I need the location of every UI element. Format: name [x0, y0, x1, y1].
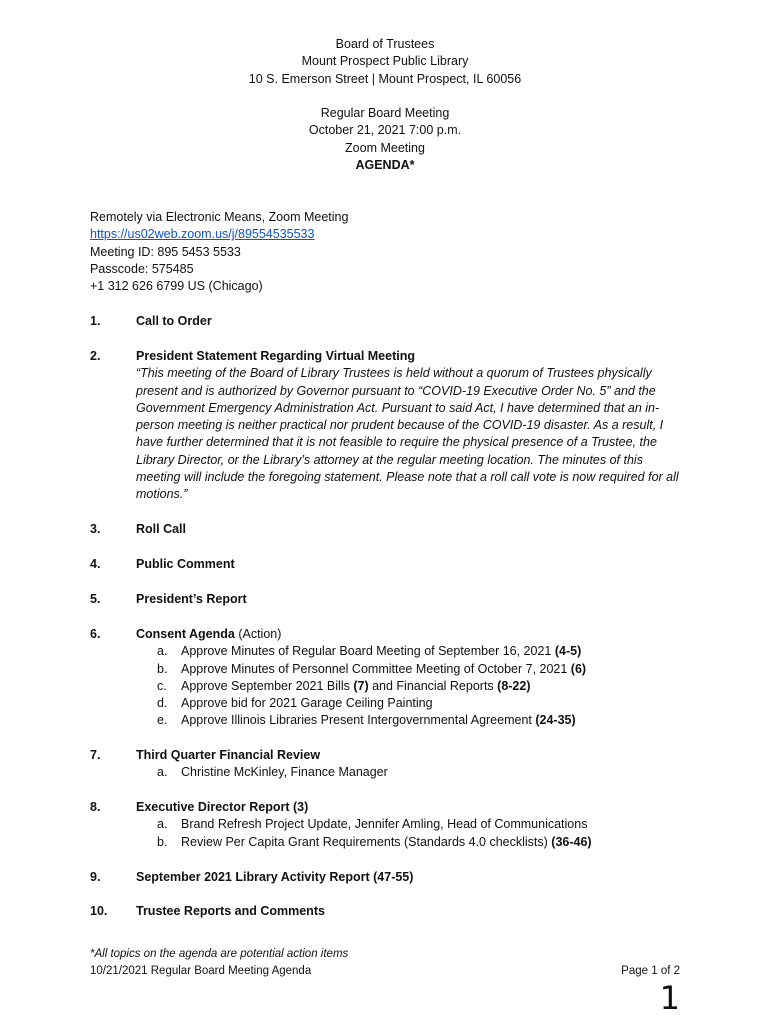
page-ref: (7) [353, 678, 369, 693]
agenda-title: AGENDA* [355, 157, 415, 172]
zoom-link[interactable]: https://us02web.zoom.us/j/89554535533 [90, 227, 315, 242]
item-title: Executive Director Report (3) [136, 800, 309, 814]
footer-document-title: 10/21/2021 Regular Board Meeting Agenda [90, 965, 312, 977]
item-title: Public Comment [136, 557, 235, 571]
item-title: September 2021 Library Activity Report (47-55) [136, 870, 414, 884]
document-header [0, 36, 770, 88]
sub-item-6d [136, 695, 686, 712]
sub-text: Review Per Capita Grant Requirements (Standards 4.0 checklists) [181, 834, 552, 849]
sub-letter: c. [157, 678, 167, 693]
sub-text: Brand Refresh Project Update, Jennifer Amling, Head of Communications [181, 817, 588, 832]
page-ref: (36-46) [551, 834, 592, 849]
item-number: 4. [90, 557, 101, 571]
item-title: President Statement Regarding Virtual Meeting [136, 349, 415, 363]
page-ref: (24-35) [535, 713, 576, 728]
sub-letter: a. [157, 765, 168, 780]
sub-letter: b. [157, 661, 168, 676]
passcode: Passcode: 575485 [90, 261, 194, 276]
item-number: 10. [90, 904, 108, 918]
page-number: 1 [659, 979, 680, 1017]
sub-item-7a [136, 764, 686, 781]
meeting-info [0, 105, 770, 174]
sub-text: Approve Minutes of Regular Board Meeting of September 16, 2021 [181, 644, 555, 659]
item-suffix: (Action) [234, 627, 282, 641]
sub-letter: d. [157, 696, 168, 711]
item-number: 5. [90, 592, 101, 606]
item-title: Call to Order [136, 314, 212, 328]
item-title: Trustee Reports and Comments [136, 904, 325, 918]
meeting-location: Zoom Meeting [345, 140, 425, 155]
item-number: 1. [90, 314, 101, 328]
library-address: 10 S. Emerson Street | Mount Prospect, IL 60056 [248, 71, 522, 86]
sub-text: Approve bid for 2021 Garage Ceiling Painting [181, 696, 433, 711]
item-title: Third Quarter Financial Review [136, 748, 321, 762]
footer-page-of: Page 1 of 2 [621, 965, 680, 977]
meeting-id: Meeting ID: 895 5453 5533 [90, 244, 241, 259]
sub-text: Approve Illinois Libraries Present Intergovernmental Agreement [181, 713, 536, 728]
item-number: 2. [90, 349, 101, 363]
page-ref: (6) [570, 661, 587, 676]
item-title: President’s Report [136, 592, 247, 606]
org-name: Board of Trustees [335, 37, 435, 51]
sub-text: Approve September 2021 Bills [181, 678, 354, 693]
item-number: 7. [90, 748, 101, 762]
agenda-footnote: *All topics on the agenda are potential action items [90, 948, 349, 960]
library-name: Mount Prospect Public Library [301, 54, 469, 69]
meeting-type: Regular Board Meeting [320, 106, 450, 120]
item-title: Roll Call [136, 522, 187, 536]
virtual-meeting-statement: “This meeting of the Board of Library Trustees is held without a quorum of Trustees physically present and is authorized by Governor pursuant to “COVID-19 Executive Order No. 5” and the Government Emergency Administration Act. Pursuant to said Act, I have determined that an in-person meeting is neither practical nor prudent because of the COVID-19 disaster. As a result, I have further determined that it is not feasible to require the physical presence of a Trustee, the Library Director, or the Library’s attorney at the regular meeting location. The minutes of this meeting will include the foregoing statement. Please note that a roll call vote is now required for all motions.” [136, 366, 679, 502]
sub-letter: e. [157, 713, 168, 728]
item-number: 6. [90, 627, 101, 641]
sub-letter: a. [157, 817, 168, 832]
sub-item-6a [136, 643, 686, 660]
sub-letter: b. [157, 834, 168, 849]
item-number: 3. [90, 522, 101, 536]
sub-text: Christine McKinley, Finance Manager [181, 765, 388, 780]
sub-item-8b [136, 834, 686, 851]
page-ref: (4-5) [554, 644, 582, 659]
sub-letter: a. [157, 644, 168, 659]
sub-item-8a [136, 816, 686, 833]
dial-in-phone: +1 312 626 6799 US (Chicago) [90, 279, 263, 294]
page-ref-2: (8-22) [497, 678, 531, 693]
meeting-datetime: October 21, 2021 7:00 p.m. [308, 123, 462, 138]
remote-access-info [90, 209, 348, 295]
sub-text: Approve Minutes of Personnel Committee Meeting of October 7, 2021 [181, 661, 571, 676]
sub-item-6c [136, 678, 686, 695]
sub-item-6b [136, 661, 686, 678]
sub-item-6e [136, 712, 686, 729]
item-title: Consent Agenda [136, 627, 235, 641]
sub-text-2: and Financial Reports [368, 678, 498, 693]
remote-intro: Remotely via Electronic Means, Zoom Meeting [90, 210, 349, 224]
item-number: 8. [90, 800, 101, 814]
item-number: 9. [90, 870, 101, 884]
